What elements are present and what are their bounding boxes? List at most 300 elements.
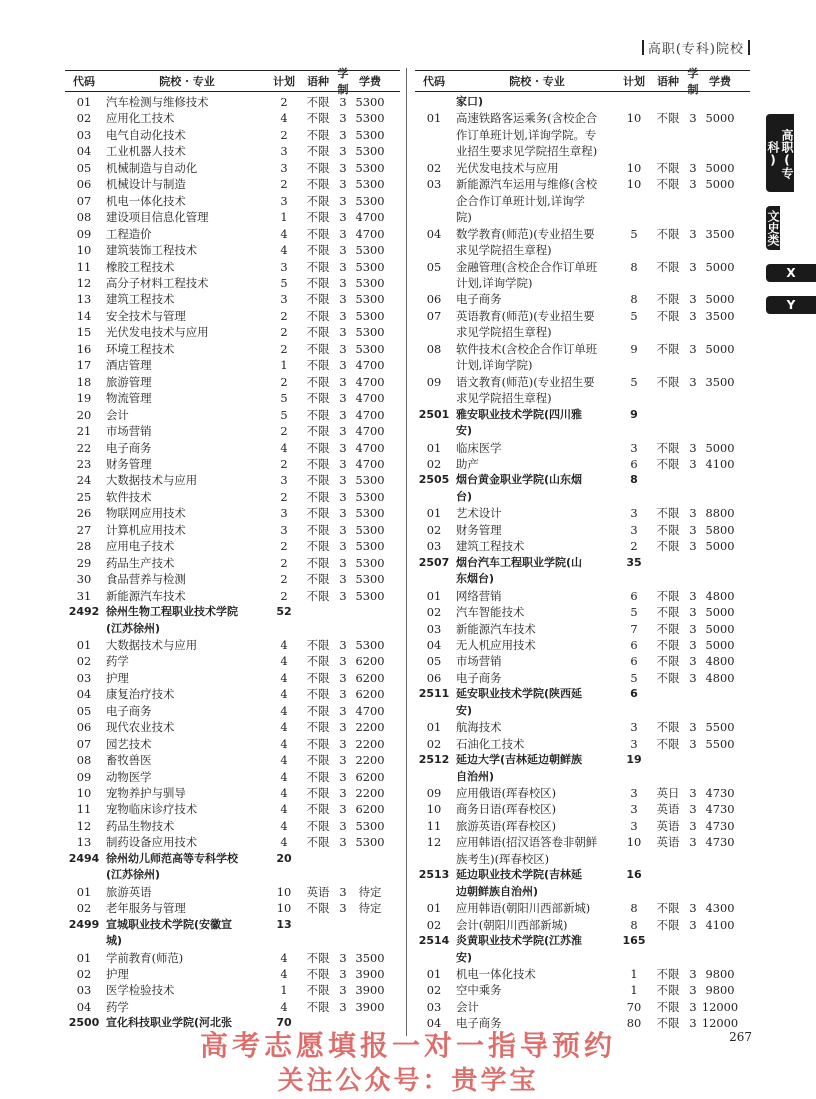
cell-fee xyxy=(350,867,390,883)
cell-fee: 5300 xyxy=(355,818,385,833)
cell-name: 新能源汽车技术 xyxy=(106,588,186,603)
school-row xyxy=(65,933,400,949)
school-row xyxy=(65,604,400,620)
cell-fee: 5300 xyxy=(355,95,385,109)
cell-code: 04 xyxy=(76,999,92,1014)
cell-code xyxy=(415,489,453,505)
cell-plan: 3 xyxy=(630,506,638,521)
cell-plan xyxy=(618,94,650,110)
cell-code: 10 xyxy=(426,802,442,817)
cell-name: 徐州生物工程职业技术学院 xyxy=(106,605,238,619)
cell-code: 01 xyxy=(426,440,442,455)
cell-lang: 不限 xyxy=(306,687,330,702)
cell-sys: 3 xyxy=(689,259,697,274)
tab-gaozhi[interactable]: 高职(专科) xyxy=(766,114,794,192)
cell-sys: 3 xyxy=(339,440,347,455)
cell-lang: 不限 xyxy=(306,292,330,307)
cell-sys: 3 xyxy=(339,522,347,537)
cell-lang: 不限 xyxy=(656,308,680,323)
cell-fee: 4700 xyxy=(355,358,385,373)
cell-name: 延边职业技术学院(吉林延 xyxy=(456,868,583,882)
cell-code: 04 xyxy=(426,226,442,241)
cell-name: 新能源汽车运用与维修(含校 xyxy=(456,177,598,192)
cell-name: 物流管理 xyxy=(106,391,152,406)
cell-fee xyxy=(700,209,740,225)
cell-name: 商务日语(珲春校区) xyxy=(456,802,557,817)
cell-plan: 3 xyxy=(630,720,638,735)
table-row xyxy=(65,686,400,702)
cell-sys: 3 xyxy=(689,786,697,801)
cell-fee: 5300 xyxy=(355,111,385,126)
cell-code xyxy=(415,703,453,719)
cell-plan: 4 xyxy=(280,967,288,982)
header-name: 院校 · 专业 xyxy=(509,75,565,88)
cell-name: 制药设备应用技术 xyxy=(106,835,198,850)
cell-plan xyxy=(618,884,650,900)
header-sys: 学制 xyxy=(337,67,349,96)
cell-name: 电子商务 xyxy=(106,440,152,455)
cell-lang xyxy=(650,851,686,867)
cell-plan: 13 xyxy=(276,917,292,931)
tab-y[interactable]: Y xyxy=(766,296,816,314)
cell-lang: 不限 xyxy=(306,341,330,356)
cell-name: 网络营销 xyxy=(456,588,502,603)
cell-fee: 4800 xyxy=(705,654,735,669)
table-row xyxy=(415,291,750,307)
school-row xyxy=(415,884,750,900)
table-row xyxy=(415,193,750,209)
cell-fee: 4730 xyxy=(705,818,735,833)
cell-fee xyxy=(700,555,740,571)
cell-name: 电子商务 xyxy=(456,1016,502,1031)
school-row xyxy=(415,571,750,587)
cell-plan xyxy=(618,143,650,159)
cell-code xyxy=(415,423,453,439)
cell-code xyxy=(415,357,453,373)
cell-name: 作订单班计划,详询学院。专 xyxy=(456,127,597,142)
table-row xyxy=(65,703,400,719)
table-row xyxy=(65,456,400,472)
cell-sys: 3 xyxy=(339,144,347,159)
cell-sys: 3 xyxy=(689,111,697,126)
table-row xyxy=(65,94,400,110)
cell-lang: 不限 xyxy=(306,160,330,175)
cell-name: 宣城职业技术学院(安徽宣 xyxy=(106,917,233,931)
cell-plan: 2 xyxy=(280,325,288,340)
cell-code: 26 xyxy=(76,506,92,521)
header-sys: 学制 xyxy=(687,67,699,96)
cell-lang: 不限 xyxy=(656,259,680,274)
cell-lang: 不限 xyxy=(656,917,680,932)
cell-fee: 4800 xyxy=(705,588,735,603)
cell-fee: 5000 xyxy=(705,621,735,636)
cell-name: 求见学院招生章程) xyxy=(456,243,552,258)
table-row xyxy=(415,851,750,867)
cell-plan: 3 xyxy=(630,440,638,455)
school-row xyxy=(415,489,750,505)
cell-sys: 3 xyxy=(339,654,347,669)
cell-lang: 不限 xyxy=(656,588,680,603)
cell-name: 延安职业技术学院(陕西延 xyxy=(456,687,583,701)
cell-fee: 6200 xyxy=(355,769,385,784)
cell-name: 酒店管理 xyxy=(106,358,152,373)
table-header xyxy=(415,67,750,96)
tab-wenshi[interactable]: 文史类 xyxy=(766,206,780,250)
cell-name: 光伏发电技术与应用 xyxy=(456,160,559,175)
cell-plan: 3 xyxy=(280,522,288,537)
cell-name: 物联网应用技术 xyxy=(106,506,186,521)
cell-fee: 4700 xyxy=(355,407,385,422)
cell-lang: 不限 xyxy=(656,522,680,537)
cell-code: 01 xyxy=(426,901,442,916)
cell-code: 12 xyxy=(76,818,92,833)
cell-fee xyxy=(700,275,740,291)
cell-code: 04 xyxy=(426,1016,442,1031)
cell-plan: 3 xyxy=(630,818,638,833)
cell-plan: 10 xyxy=(626,177,642,192)
cell-fee: 2200 xyxy=(355,786,385,801)
header-code: 代码 xyxy=(73,75,95,88)
cell-plan xyxy=(618,127,650,143)
cell-name: 安) xyxy=(456,950,473,964)
cell-sys xyxy=(686,472,700,488)
cell-lang xyxy=(650,423,686,439)
cell-code: 01 xyxy=(426,506,442,521)
cell-lang xyxy=(650,686,686,702)
cell-lang: 不限 xyxy=(306,983,330,998)
cell-lang: 不限 xyxy=(306,243,330,258)
cell-name: 旅游英语(珲春校区) xyxy=(456,818,557,833)
cell-fee xyxy=(700,472,740,488)
cell-plan: 6 xyxy=(630,588,638,603)
cell-plan: 8 xyxy=(630,292,638,307)
cell-plan: 1 xyxy=(280,358,288,373)
cell-code: 03 xyxy=(426,621,442,636)
cell-code: 09 xyxy=(76,226,92,241)
cell-code: 05 xyxy=(426,654,442,669)
cell-lang: 不限 xyxy=(656,720,680,735)
cell-name: 护理 xyxy=(106,967,129,982)
cell-fee: 12000 xyxy=(701,1016,739,1031)
header-lang: 语种 xyxy=(307,75,329,88)
table-row xyxy=(65,374,400,390)
cell-lang: 不限 xyxy=(656,160,680,175)
table-row xyxy=(65,324,400,340)
table-row xyxy=(65,440,400,456)
table-row xyxy=(65,291,400,307)
cell-plan: 4 xyxy=(280,818,288,833)
table-header xyxy=(65,67,400,96)
cell-lang: 不限 xyxy=(306,210,330,225)
cell-code: 03 xyxy=(76,983,92,998)
table-row xyxy=(415,226,750,242)
cell-sys: 3 xyxy=(339,884,347,899)
cell-name: 高速铁路客运乘务(含校企合 xyxy=(456,111,598,126)
cell-name: 建设项目信息化管理 xyxy=(106,210,209,225)
cell-plan: 9 xyxy=(630,341,638,356)
cell-plan: 8 xyxy=(630,901,638,916)
cell-sys: 3 xyxy=(339,703,347,718)
cell-name: 台) xyxy=(456,489,473,503)
cell-plan: 5 xyxy=(630,226,638,241)
cell-sys: 3 xyxy=(339,275,347,290)
cell-fee: 5500 xyxy=(705,736,735,751)
cell-code xyxy=(415,324,453,340)
cell-code: 2501 xyxy=(418,407,450,421)
cell-fee xyxy=(700,489,740,505)
cell-code: 02 xyxy=(426,456,442,471)
school-row xyxy=(65,621,400,637)
table-row xyxy=(415,966,750,982)
cell-name: 动物医学 xyxy=(106,769,152,784)
cell-fee xyxy=(700,752,740,768)
cell-name: 英语教育(师范)(专业招生要 xyxy=(456,308,595,323)
cell-code: 11 xyxy=(76,802,92,817)
cell-fee: 5000 xyxy=(705,177,735,192)
cell-lang: 不限 xyxy=(306,703,330,718)
cell-code: 15 xyxy=(76,325,92,340)
cell-fee: 5300 xyxy=(355,308,385,323)
cell-name: 族考生)(珲春校区) xyxy=(456,851,550,866)
cell-sys: 3 xyxy=(339,506,347,521)
cell-name: 园艺技术 xyxy=(106,736,152,751)
cell-plan: 20 xyxy=(276,851,292,865)
cell-sys: 3 xyxy=(339,456,347,471)
cell-fee: 4730 xyxy=(705,802,735,817)
table-row xyxy=(415,176,750,192)
cell-name: 药品生物技术 xyxy=(106,818,175,833)
cell-fee: 4700 xyxy=(355,391,385,406)
school-row xyxy=(415,752,750,768)
table-row xyxy=(415,522,750,538)
cell-fee: 待定 xyxy=(358,901,382,916)
cell-plan: 2 xyxy=(280,588,288,603)
cell-code xyxy=(415,242,453,258)
table-row xyxy=(65,357,400,373)
cell-fee: 4700 xyxy=(355,440,385,455)
cell-sys: 3 xyxy=(339,967,347,982)
table-row xyxy=(65,785,400,801)
table-row xyxy=(415,834,750,850)
cell-name: 会计 xyxy=(106,407,129,422)
cell-code xyxy=(415,769,453,785)
cell-name: 环境工程技术 xyxy=(106,341,175,356)
table-row xyxy=(65,407,400,423)
cell-fee: 6200 xyxy=(355,687,385,702)
school-row xyxy=(415,703,750,719)
watermark-line-2: 关注公众号：贵学宝 xyxy=(277,1066,539,1096)
header-lang: 语种 xyxy=(657,75,679,88)
cell-lang: 不限 xyxy=(306,818,330,833)
cell-lang xyxy=(650,209,686,225)
cell-code xyxy=(415,884,453,900)
cell-lang: 不限 xyxy=(306,999,330,1014)
cell-code: 04 xyxy=(426,637,442,652)
cell-name: 安) xyxy=(456,703,473,717)
cell-sys: 3 xyxy=(339,835,347,850)
cell-name: 旅游英语 xyxy=(106,884,152,899)
cell-name: 财务管理 xyxy=(106,456,152,471)
table-row xyxy=(65,834,400,850)
cell-code: 10 xyxy=(76,786,92,801)
table-row xyxy=(65,571,400,587)
cell-lang: 不限 xyxy=(306,901,330,916)
cell-lang: 不限 xyxy=(656,983,680,998)
cell-sys: 3 xyxy=(339,391,347,406)
cell-sys: 3 xyxy=(339,687,347,702)
cell-fee: 4700 xyxy=(355,424,385,439)
cell-fee: 5300 xyxy=(355,160,385,175)
watermark-line-1: 高考志愿填报一对一指导预约 xyxy=(199,1029,616,1062)
cell-lang: 不限 xyxy=(656,654,680,669)
cell-fee: 4700 xyxy=(355,374,385,389)
cell-name: 药品生产技术 xyxy=(106,555,175,570)
table-row xyxy=(415,538,750,554)
cell-fee: 5300 xyxy=(355,193,385,208)
cell-fee: 2200 xyxy=(355,736,385,751)
cell-plan: 4 xyxy=(280,736,288,751)
cell-code: 01 xyxy=(426,720,442,735)
cell-sys: 3 xyxy=(689,1016,697,1031)
cell-lang: 不限 xyxy=(656,1016,680,1031)
cell-code: 02 xyxy=(76,967,92,982)
table-row xyxy=(415,374,750,390)
cell-fee: 4100 xyxy=(705,456,735,471)
cell-name: 业招生要求见学院招生章程) xyxy=(456,144,598,159)
cell-code xyxy=(65,621,103,637)
table-row xyxy=(415,324,750,340)
table-row xyxy=(65,999,400,1015)
cell-code: 02 xyxy=(426,605,442,620)
cell-plan: 4 xyxy=(280,786,288,801)
cell-name: 会计(朝阳川西部新城) xyxy=(456,917,568,932)
cell-sys: 3 xyxy=(689,901,697,916)
cell-sys: 3 xyxy=(689,308,697,323)
table-row xyxy=(65,555,400,571)
cell-plan: 80 xyxy=(626,1016,642,1031)
cell-plan: 2 xyxy=(280,308,288,323)
cell-plan xyxy=(618,703,650,719)
cell-fee xyxy=(350,604,390,620)
cell-name: 应用电子技术 xyxy=(106,539,175,554)
cell-plan xyxy=(618,489,650,505)
cell-name: 工程造价 xyxy=(106,226,152,241)
cell-fee xyxy=(350,851,390,867)
cell-name: 应用俄语(珲春校区) xyxy=(456,786,557,801)
cell-code: 02 xyxy=(426,736,442,751)
school-row xyxy=(415,933,750,949)
table-row xyxy=(65,209,400,225)
cell-fee xyxy=(350,917,390,933)
cell-lang: 英语 xyxy=(306,884,330,899)
cell-fee: 3500 xyxy=(705,226,735,241)
cell-lang: 不限 xyxy=(656,292,680,307)
cell-code: 03 xyxy=(76,670,92,685)
cell-code: 06 xyxy=(426,670,442,685)
cell-code: 2513 xyxy=(418,868,450,882)
cell-code: 10 xyxy=(76,243,92,258)
cell-fee xyxy=(700,193,740,209)
school-row xyxy=(415,472,750,488)
cell-plan: 2 xyxy=(280,489,288,504)
cell-sys: 3 xyxy=(689,588,697,603)
cell-fee: 3900 xyxy=(355,967,385,982)
cell-sys: 3 xyxy=(339,769,347,784)
cell-fee: 5500 xyxy=(705,720,735,735)
school-row xyxy=(415,867,750,883)
cell-lang xyxy=(300,604,336,620)
table-row xyxy=(415,209,750,225)
cell-sys: 3 xyxy=(689,522,697,537)
cell-plan: 4 xyxy=(280,769,288,784)
cell-fee xyxy=(700,324,740,340)
cell-lang: 不限 xyxy=(656,901,680,916)
cell-lang xyxy=(300,621,336,637)
cell-sys: 3 xyxy=(689,539,697,554)
cell-lang: 不限 xyxy=(656,670,680,685)
cell-sys: 3 xyxy=(339,999,347,1014)
cell-sys: 3 xyxy=(339,243,347,258)
cell-lang: 不限 xyxy=(306,95,330,109)
cell-code: 03 xyxy=(426,177,442,192)
cell-sys: 3 xyxy=(339,424,347,439)
table-row xyxy=(65,242,400,258)
left-table-body xyxy=(65,94,400,1032)
cell-code: 07 xyxy=(76,193,92,208)
cell-plan: 4 xyxy=(280,950,288,965)
cell-sys: 3 xyxy=(689,917,697,932)
cell-plan: 10 xyxy=(626,835,642,850)
cell-sys: 3 xyxy=(339,901,347,916)
cell-fee: 5300 xyxy=(355,325,385,340)
cell-code xyxy=(415,851,453,867)
cell-name: 烟台汽车工程职业学院(山 xyxy=(456,555,583,569)
cell-plan: 70 xyxy=(626,999,642,1014)
cell-code: 14 xyxy=(76,308,92,323)
cell-plan: 8 xyxy=(630,259,638,274)
cell-lang: 不限 xyxy=(656,736,680,751)
table-row xyxy=(415,275,750,291)
cell-lang xyxy=(650,769,686,785)
right-column xyxy=(415,67,750,1032)
cell-plan: 4 xyxy=(280,654,288,669)
cell-lang: 英语 xyxy=(656,802,680,817)
cell-code: 12 xyxy=(76,275,92,290)
cell-sys: 3 xyxy=(339,407,347,422)
cell-sys xyxy=(686,703,700,719)
left-column xyxy=(65,67,400,1032)
cell-code xyxy=(415,143,453,159)
header-fee: 学费 xyxy=(709,75,731,88)
cell-fee xyxy=(700,390,740,406)
cell-fee: 9800 xyxy=(705,983,735,998)
cell-plan: 3 xyxy=(630,736,638,751)
cell-lang xyxy=(650,193,686,209)
cell-name: 计划,详询学院) xyxy=(456,358,533,373)
cell-lang: 不限 xyxy=(306,358,330,373)
cell-plan: 4 xyxy=(280,637,288,652)
cell-sys xyxy=(686,143,700,159)
table-row xyxy=(415,143,750,159)
cell-name: 汽车检测与维修技术 xyxy=(106,95,209,109)
cell-sys: 3 xyxy=(339,555,347,570)
table-row xyxy=(415,341,750,357)
cell-code: 08 xyxy=(76,753,92,768)
table-row xyxy=(65,143,400,159)
header-code: 代码 xyxy=(423,75,445,88)
tab-x[interactable]: X xyxy=(766,264,816,282)
table-row xyxy=(65,226,400,242)
